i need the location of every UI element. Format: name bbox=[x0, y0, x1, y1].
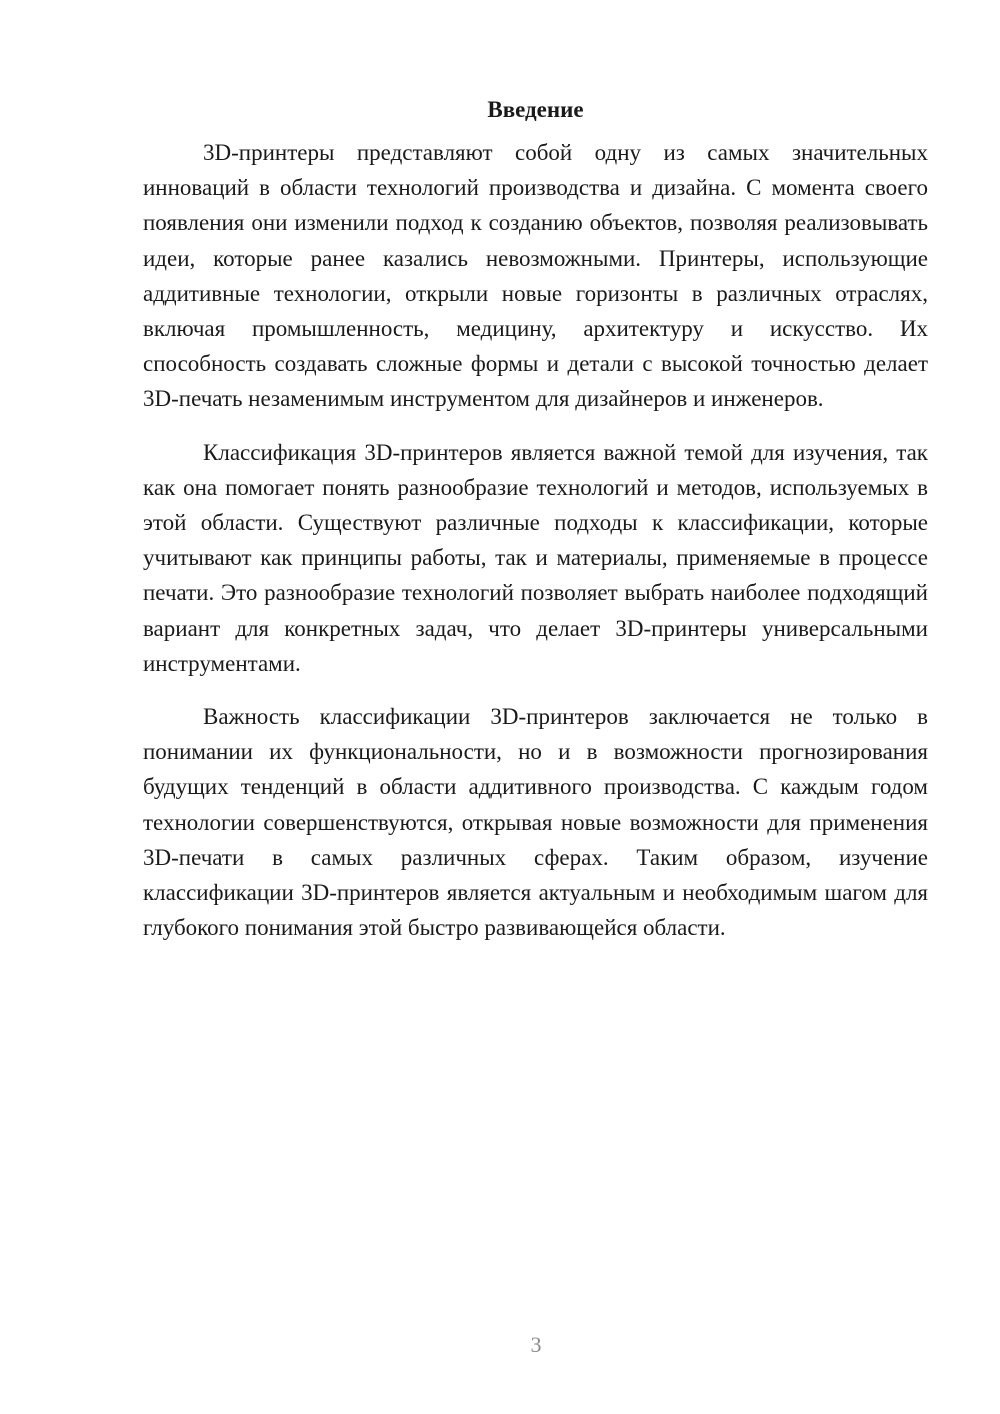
paragraph-2: Классификация 3D-принтеров является важной темой для изучения, так как она помогает понять разнообразие технологий и методов, используемых в этой области. Существуют различные подходы к классификации, которые учитывают как принципы работы, так и материалы, применяемые в процессе печати. Это разнообразие технологий позволяет выбрать наиболее подходящий вариант для конкретных задач, что делает 3D-принтеры универсальными инструментами. bbox=[143, 439, 928, 676]
section-heading: Введение bbox=[487, 97, 584, 122]
paragraph-1: 3D-принтеры представляют собой одну из самых значительных инноваций в области технологий производства и дизайна. С момента своего появления они изменили подход к созданию объектов, позволяя реализовывать идеи, которые ранее казались невозможными. Принтеры, использующие аддитивные технологии, открыли новые горизонты в различных отраслях, включая промышленность, медицину, архитектуру и искусство. Их способность создавать сложные формы и детали с высокой точностью делает 3D-печать незаменимым инструментом для дизайнеров и инженеров. bbox=[143, 140, 928, 412]
paragraph-3: Важность классификации 3D-принтеров заключается не только в понимании их функциональности, но и в возможности прогнозирования будущих тенденций в области аддитивного производства. С каждым годом технологии совершенствуются, открывая новые возможности для применения 3D-печати в самых различных сферах. Таким образом, изучение классификации 3D-принтеров является актуальным и необходимым шагом для глубокого понимания этой быстро развивающейся области. bbox=[143, 704, 928, 941]
document-body bbox=[143, 92, 928, 963]
page-number: 3 bbox=[530, 1332, 542, 1357]
